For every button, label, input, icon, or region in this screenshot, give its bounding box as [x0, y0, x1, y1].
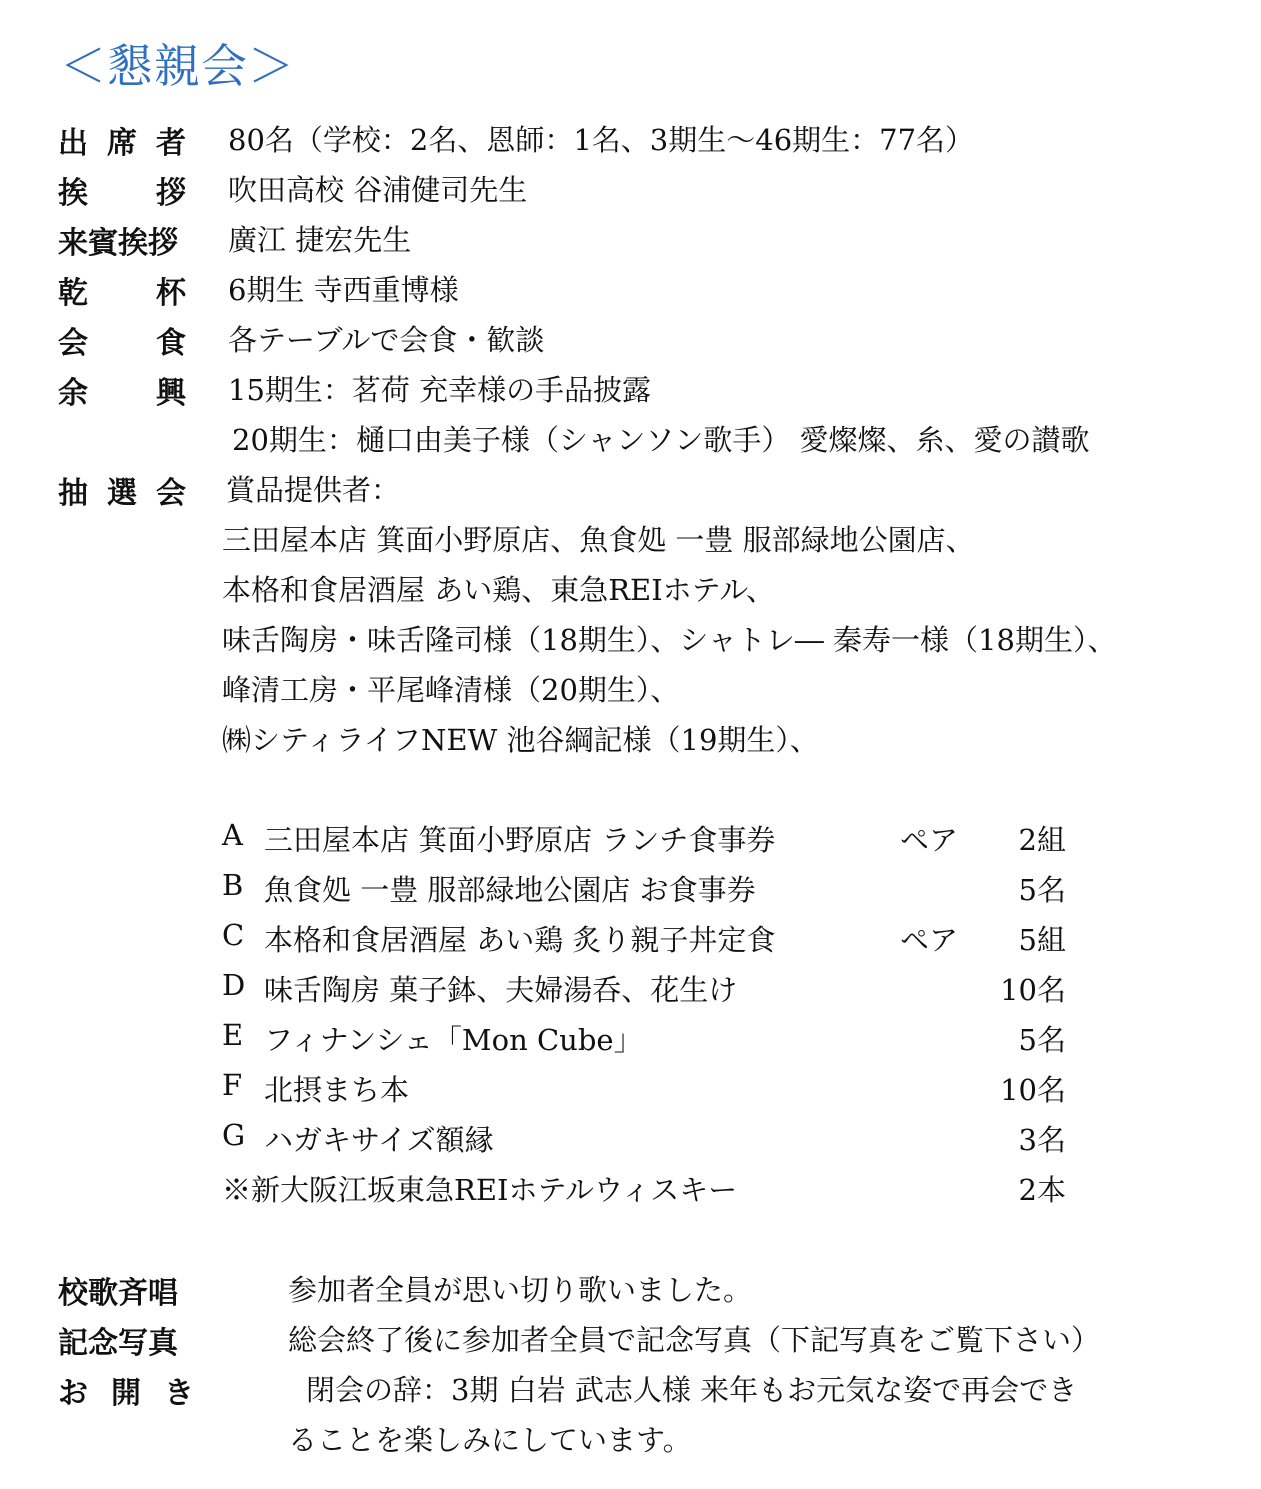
closing-line-2: ることを楽しみにしています。 [288, 1423, 692, 1457]
prize-letter: A [222, 818, 243, 852]
row-label: 来賓挨拶 [58, 226, 178, 261]
yokyo-line-2: 20期生：樋口由美子様（シャンソン歌手） 愛燦燦、糸、愛の讃歌 [232, 423, 1090, 457]
row-label: 乾 杯 [58, 276, 186, 311]
prize-text: 三田屋本店 箕面小野原店 ランチ食事券 [264, 823, 776, 857]
prize-qty: 3名 [1018, 1123, 1066, 1157]
prize-letter: B [222, 868, 244, 902]
row-label: 会 食 [58, 326, 186, 361]
row-label: 校歌斉唱 [58, 1276, 178, 1311]
lottery-label: 抽 選 会 [58, 476, 186, 511]
provider-line: 味舌陶房・味舌隆司様（18期生）、シャトレ― 秦寿一様（18期生）、 [222, 623, 1117, 657]
prize-qty: 10名 [1000, 1073, 1066, 1107]
lottery-intro: 賞品提供者： [226, 473, 401, 507]
prize-letter: F [222, 1068, 243, 1102]
prize-text: 味舌陶房 菓子鉢、夫婦湯呑、花生け [264, 973, 738, 1007]
prize-letter: G [222, 1118, 246, 1152]
prize-letter: E [222, 1018, 244, 1052]
closing-value: 参加者全員が思い切り歌いました。 [288, 1273, 753, 1307]
prize-qty: 10名 [1000, 973, 1066, 1007]
prize-pair: ペア [900, 823, 959, 857]
row-value: 廣江 捷宏先生 [228, 223, 412, 257]
prize-text: 本格和食居酒屋 あい鶏 炙り親子丼定食 [264, 923, 776, 957]
prize-letter: C [222, 918, 245, 952]
provider-line: ㈱シティライフNEW 池谷綱記様（19期生）、 [222, 723, 819, 757]
closing-value: 閉会の辞：3期 白岩 武志人様 来年もお元気な姿で再会でき [306, 1373, 1078, 1407]
provider-line: 本格和食居酒屋 あい鶏、東急REIホテル、 [222, 573, 775, 607]
row-value: 吹田高校 谷浦健司先生 [228, 173, 528, 207]
row-value: 15期生：茗荷 充幸様の手品披露 [228, 373, 652, 407]
row-value: 6期生 寺西重博様 [228, 273, 459, 307]
provider-line: 峰清工房・平尾峰清様（20期生）、 [222, 673, 680, 707]
special-prize-qty: 2本 [1018, 1173, 1066, 1207]
row-label: 挨 拶 [58, 176, 186, 211]
row-value: 各テーブルで会食・歓談 [228, 323, 545, 357]
prize-letter: D [222, 968, 246, 1002]
prize-text: フィナンシェ「Mon Cube」 [264, 1023, 643, 1057]
prize-text: 北摂まち本 [264, 1073, 410, 1107]
row-label: お 開 き [58, 1376, 194, 1411]
page-title: ＜懇親会＞ [60, 39, 295, 93]
prize-qty: 2組 [1018, 823, 1066, 857]
closing-value: 総会終了後に参加者全員で記念写真（下記写真をご覧下さい） [288, 1323, 1101, 1357]
prize-qty: 5名 [1018, 1023, 1066, 1057]
prize-pair: ペア [900, 923, 959, 957]
row-label: 余 興 [58, 376, 186, 411]
row-label: 出 席 者 [58, 126, 186, 161]
prize-text: ハガキサイズ額縁 [264, 1123, 494, 1157]
provider-line: 三田屋本店 箕面小野原店、魚食処 一豊 服部緑地公園店、 [222, 523, 975, 557]
row-value: 80名（学校：2名、恩師：1名、3期生～46期生：77名） [228, 123, 975, 157]
prize-text: 魚食処 一豊 服部緑地公園店 お食事券 [264, 873, 756, 907]
row-label: 記念写真 [58, 1326, 178, 1361]
prize-qty: 5名 [1018, 873, 1066, 907]
special-prize: ※新大阪江坂東急REIホテルウィスキー [222, 1173, 738, 1207]
prize-qty: 5組 [1018, 923, 1066, 957]
